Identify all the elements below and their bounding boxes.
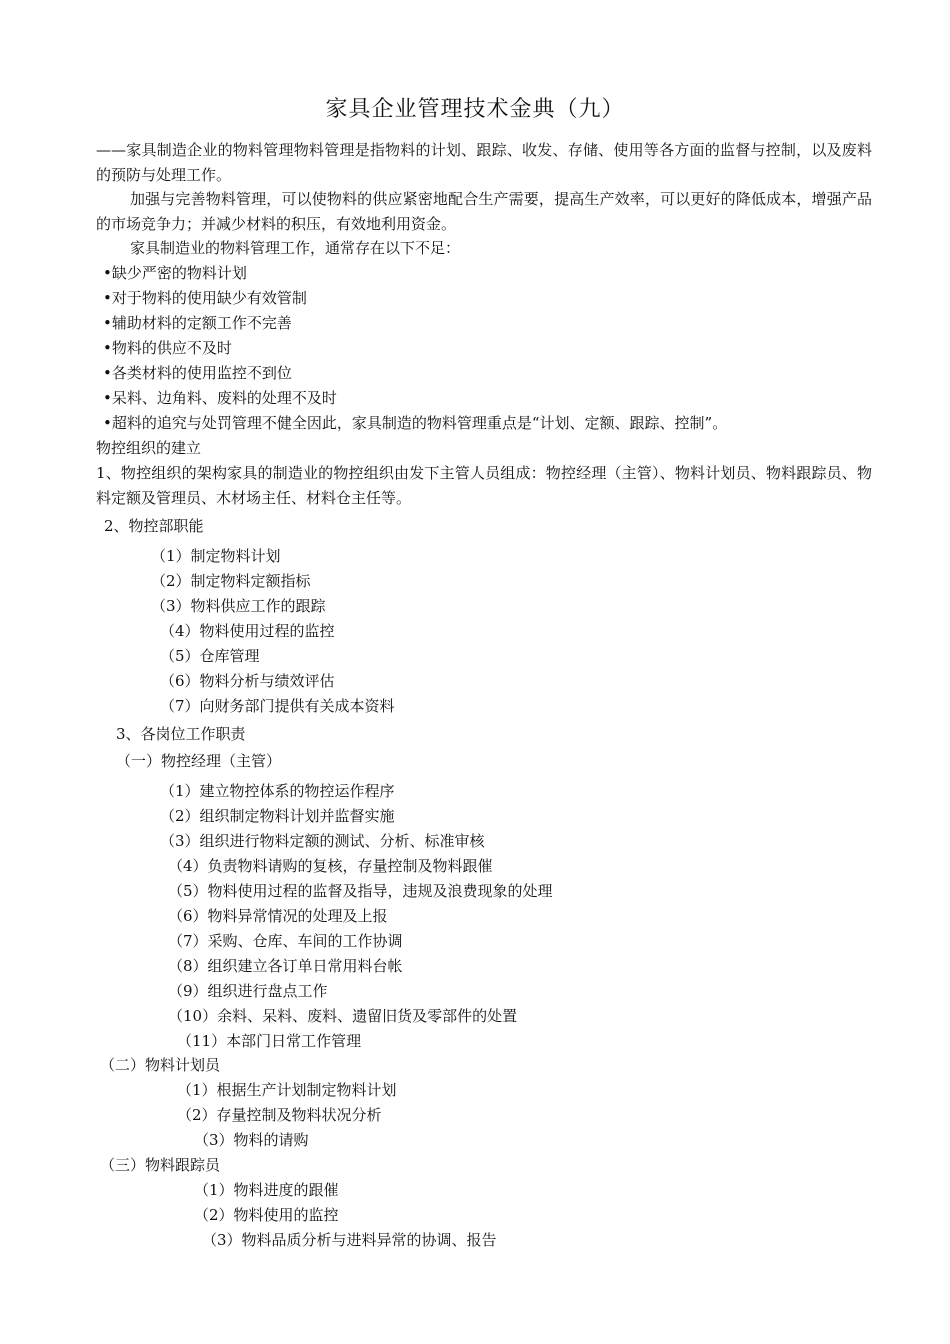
- section-heading-functions: 2、物控部职能: [104, 517, 204, 535]
- section-heading-duties: 3、各岗位工作职责: [116, 725, 246, 743]
- bullet-item: •呆料、边角料、废料的处理不及时: [103, 389, 337, 407]
- planner-duty-item: （1）根据生产计划制定物料计划: [177, 1081, 397, 1099]
- manager-duty-item: （6）物料异常情况的处理及上报: [168, 907, 388, 925]
- function-item: （7）向财务部门提供有关成本资料: [160, 697, 395, 715]
- bullet-item: •缺少严密的物料计划: [103, 264, 247, 282]
- manager-duty-item: （9）组织进行盘点工作: [168, 982, 328, 1000]
- function-item: （4）物料使用过程的监控: [160, 622, 335, 640]
- manager-duty-item: （10）余料、呆料、废料、遗留旧货及零部件的处置: [168, 1007, 518, 1025]
- function-item: （5）仓库管理: [160, 647, 260, 665]
- bullet-item: •各类材料的使用监控不到位: [103, 364, 292, 382]
- function-item: （1）制定物料计划: [151, 547, 281, 565]
- manager-duty-item: （2）组织制定物料计划并监督实施: [160, 807, 395, 825]
- shortcomings-paragraph: 家具制造业的物料管理工作，通常存在以下不足：: [130, 239, 461, 257]
- tracker-duty-item: （2）物料使用的监控: [194, 1206, 339, 1224]
- org-paragraph: 1、物控组织的架构家具的制造业的物控组织由发下主管人员组成：物控经理（主管）、物料计划员、物料跟踪员、物料定额及管理员、木材场主任、材料仓主任等。: [96, 464, 872, 507]
- function-item: （6）物料分析与绩效评估: [160, 672, 335, 690]
- manager-duty-item: （5）物料使用过程的监督及指导，违规及浪费现象的处理: [168, 882, 553, 900]
- function-item: （3）物料供应工作的跟踪: [151, 597, 326, 615]
- strengthen-paragraph: 加强与完善物料管理，可以使物料的供应紧密地配合生产需要，提高生产效率，可以更好的降低成本，增强产品的市场竞争力；并减少材料的积压，有效地利用资金。: [96, 190, 872, 233]
- planner-duty-item: （2）存量控制及物料状况分析: [177, 1106, 382, 1124]
- bullet-item: •超料的追究与处罚管理不健全因此，家具制造的物料管理重点是“计划、定额、跟踪、控制”。: [103, 414, 728, 432]
- function-item: （2）制定物料定额指标: [151, 572, 311, 590]
- manager-duty-item: （11）本部门日常工作管理: [177, 1032, 362, 1050]
- tracker-duty-item: （3）物料品质分析与进料异常的协调、报告: [202, 1231, 497, 1249]
- manager-duty-item: （3）组织进行物料定额的测试、分析、标准审核: [160, 832, 485, 850]
- bullet-item: •对于物料的使用缺少有效管制: [103, 289, 307, 307]
- bullet-item: •物料的供应不及时: [103, 339, 232, 357]
- planner-duty-item: （3）物料的请购: [194, 1131, 309, 1149]
- manager-heading: （一）物控经理（主管）: [116, 752, 282, 770]
- bullet-item: •辅助材料的定额工作不完善: [103, 314, 292, 332]
- planner-heading: （二）物料计划员: [100, 1056, 221, 1074]
- document-title: 家具企业管理技术金典（九）: [325, 97, 625, 122]
- manager-duty-item: （7）采购、仓库、车间的工作协调: [168, 932, 403, 950]
- tracker-heading: （三）物料跟踪员: [100, 1156, 221, 1174]
- intro-paragraph: ——家具制造企业的物料管理物料管理是指物料的计划、跟踪、收发、存储、使用等各方面的监督与控制，以及废料的预防与处理工作。: [96, 141, 872, 184]
- section-heading-org: 物控组织的建立: [96, 439, 202, 457]
- manager-duty-item: （8）组织建立各订单日常用料台帐: [168, 957, 403, 975]
- tracker-duty-item: （1）物料进度的跟催: [194, 1181, 339, 1199]
- manager-duty-item: （1）建立物控体系的物控运作程序: [160, 782, 395, 800]
- manager-duty-item: （4）负责物料请购的复核，存量控制及物料跟催: [168, 857, 493, 875]
